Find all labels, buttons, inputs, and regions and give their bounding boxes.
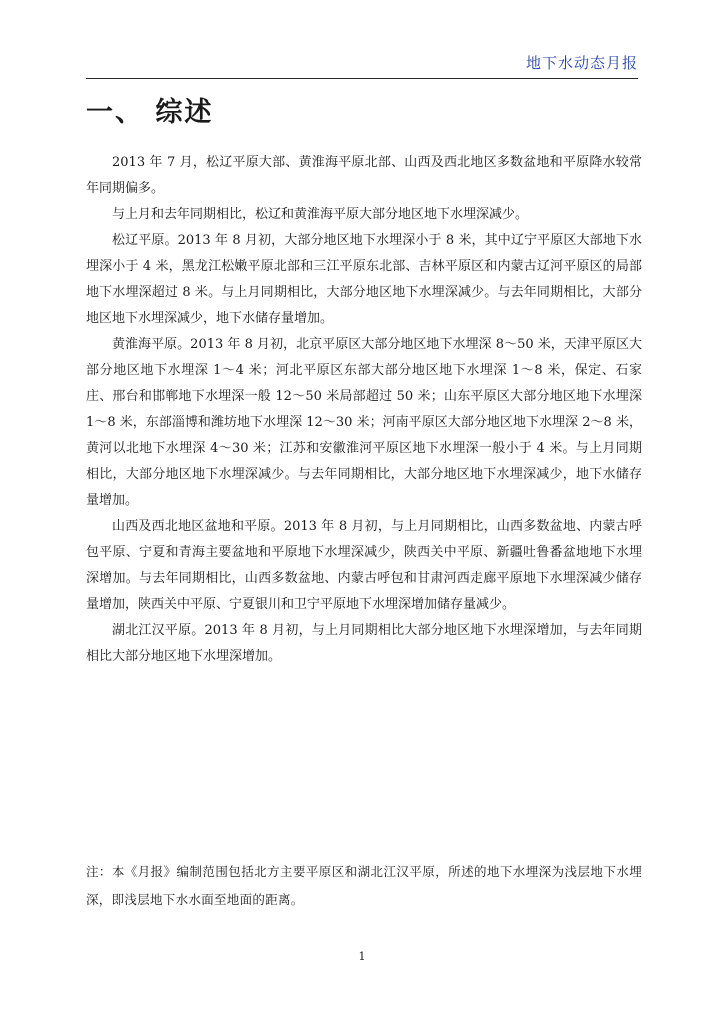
page-number: 1 [358, 950, 366, 963]
paragraph-shanxi-northwest: 山西及西北地区盆地和平原。2013 年 8 月初，与上月同期相比，山西多数盆地、内蒙古呼包平原、宁夏和青海主要盆地和平原地下水埋深减少，陕西关中平原、新疆吐鲁番盆地地下水埋深增加。与去年同期相比，山西多数盆地、内蒙古呼包和甘肃河西走廊平原地下水埋深减少储存量增加，陕西关中平原、宁夏银川和卫宁平原地下水埋深增加储存量减少。 [86, 519, 642, 612]
section-heading: 一、 综述 [86, 97, 214, 128]
report-title: 地下水动态月报 [525, 54, 638, 72]
summary-body [86, 150, 642, 670]
page-header [86, 50, 638, 79]
paragraph-songliao: 松辽平原。2013 年 8 月初，大部分地区地下水埋深小于 8 米，其中辽宁平原区大部地下水埋深小于 4 米，黑龙江松嫩平原北部和三江平原东北部、吉林平原区和内蒙古辽河平原区的局部地下水埋深超过 8 米。与上月同期相比，大部分地区地下水埋深减少。与去年同期相比，大部分地区地下水埋深减少，地下水储存量增加。 [86, 233, 642, 326]
paragraph-huanghuaihai: 黄淮海平原。2013 年 8 月初，北京平原区大部分地区地下水埋深 8～50 米，天津平原区大部分地区地下水埋深 1～4 米；河北平原区东部大部分地区地下水埋深 1～8 米，保定、石家庄、邢台和邯郸地下水埋深一般 12～50 米局部超过 50 米；山东平原区大部分地区地下水埋深 1～8 米，东部淄博和潍坊地下水埋深 12～30 米；河南平原区大部分地区地下水埋深 2～8 米，黄河以北地下水埋深 4～30 米；江苏和安徽淮河平原区地下水埋深一般小于 4 米。与上月同期相比，大部分地区地下水埋深减少。与去年同期相比，大部分地区地下水埋深减少，地下水储存量增加。 [86, 337, 642, 508]
paragraph-precipitation: 2013 年 7 月，松辽平原大部、黄淮海平原北部、山西及西北地区多数盆地和平原降水较常年同期偏多。 [86, 155, 642, 196]
footnote: 注：本《月报》编制范围包括北方主要平原区和湖北江汉平原，所述的地下水埋深为浅层地下水埋深，即浅层地下水水面至地面的距离。 [86, 864, 642, 907]
paragraph-overview: 与上月和去年同期相比，松辽和黄淮海平原大部分地区地下水埋深减少。 [112, 207, 529, 222]
paragraph-jianghan: 湖北江汉平原。2013 年 8 月初，与上月同期相比大部分地区地下水埋深增加，与去年同期相比大部分地区地下水埋深增加。 [86, 623, 642, 664]
